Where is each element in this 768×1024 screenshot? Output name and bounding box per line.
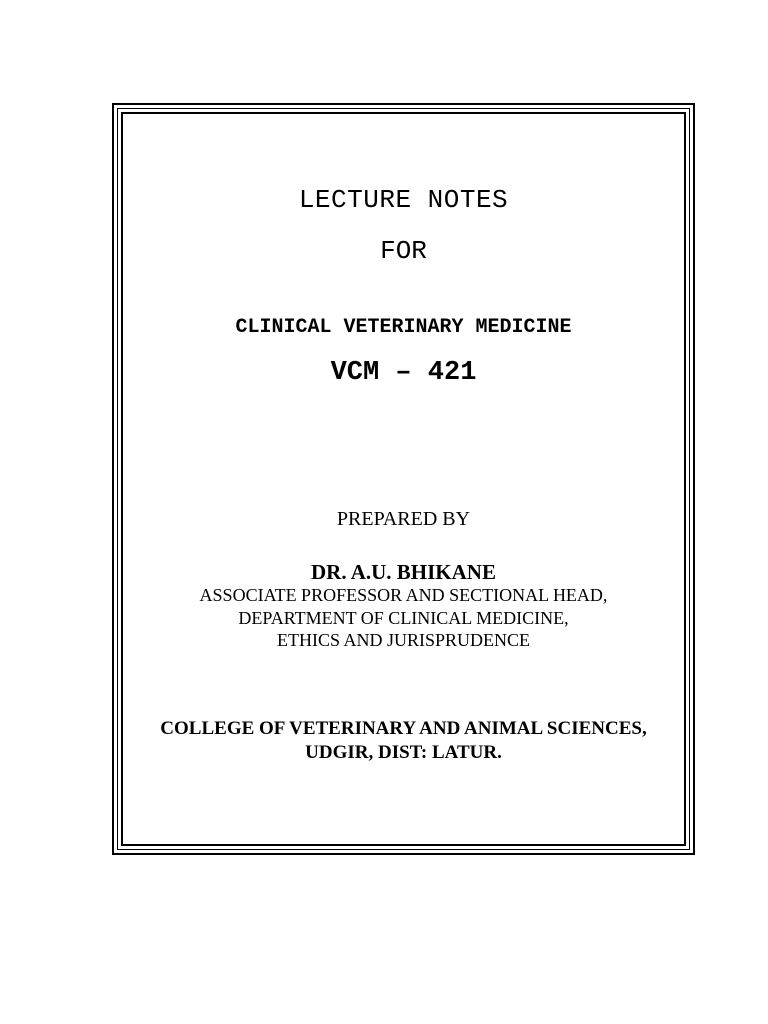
author-affiliation-line: ETHICS AND JURISPRUDENCE xyxy=(276,630,531,650)
institution-location: UDGIR, DIST: LATUR. xyxy=(305,742,502,763)
prepared-by-label: PREPARED BY xyxy=(336,508,471,530)
title-lecture-notes: LECTURE NOTES xyxy=(298,185,509,215)
title-for: FOR xyxy=(380,236,427,266)
course-name: CLINICAL VETERINARY MEDICINE xyxy=(235,316,572,339)
institution-name: COLLEGE OF VETERINARY AND ANIMAL SCIENCES, xyxy=(160,718,647,739)
course-code: VCM – 421 xyxy=(330,358,477,388)
author-name: DR. A.U. BHIKANE xyxy=(311,560,496,584)
author-affiliation-line: ASSOCIATE PROFESSOR AND SECTIONAL HEAD, xyxy=(199,585,608,605)
author-affiliation-line: DEPARTMENT OF CLINICAL MEDICINE, xyxy=(238,608,569,628)
